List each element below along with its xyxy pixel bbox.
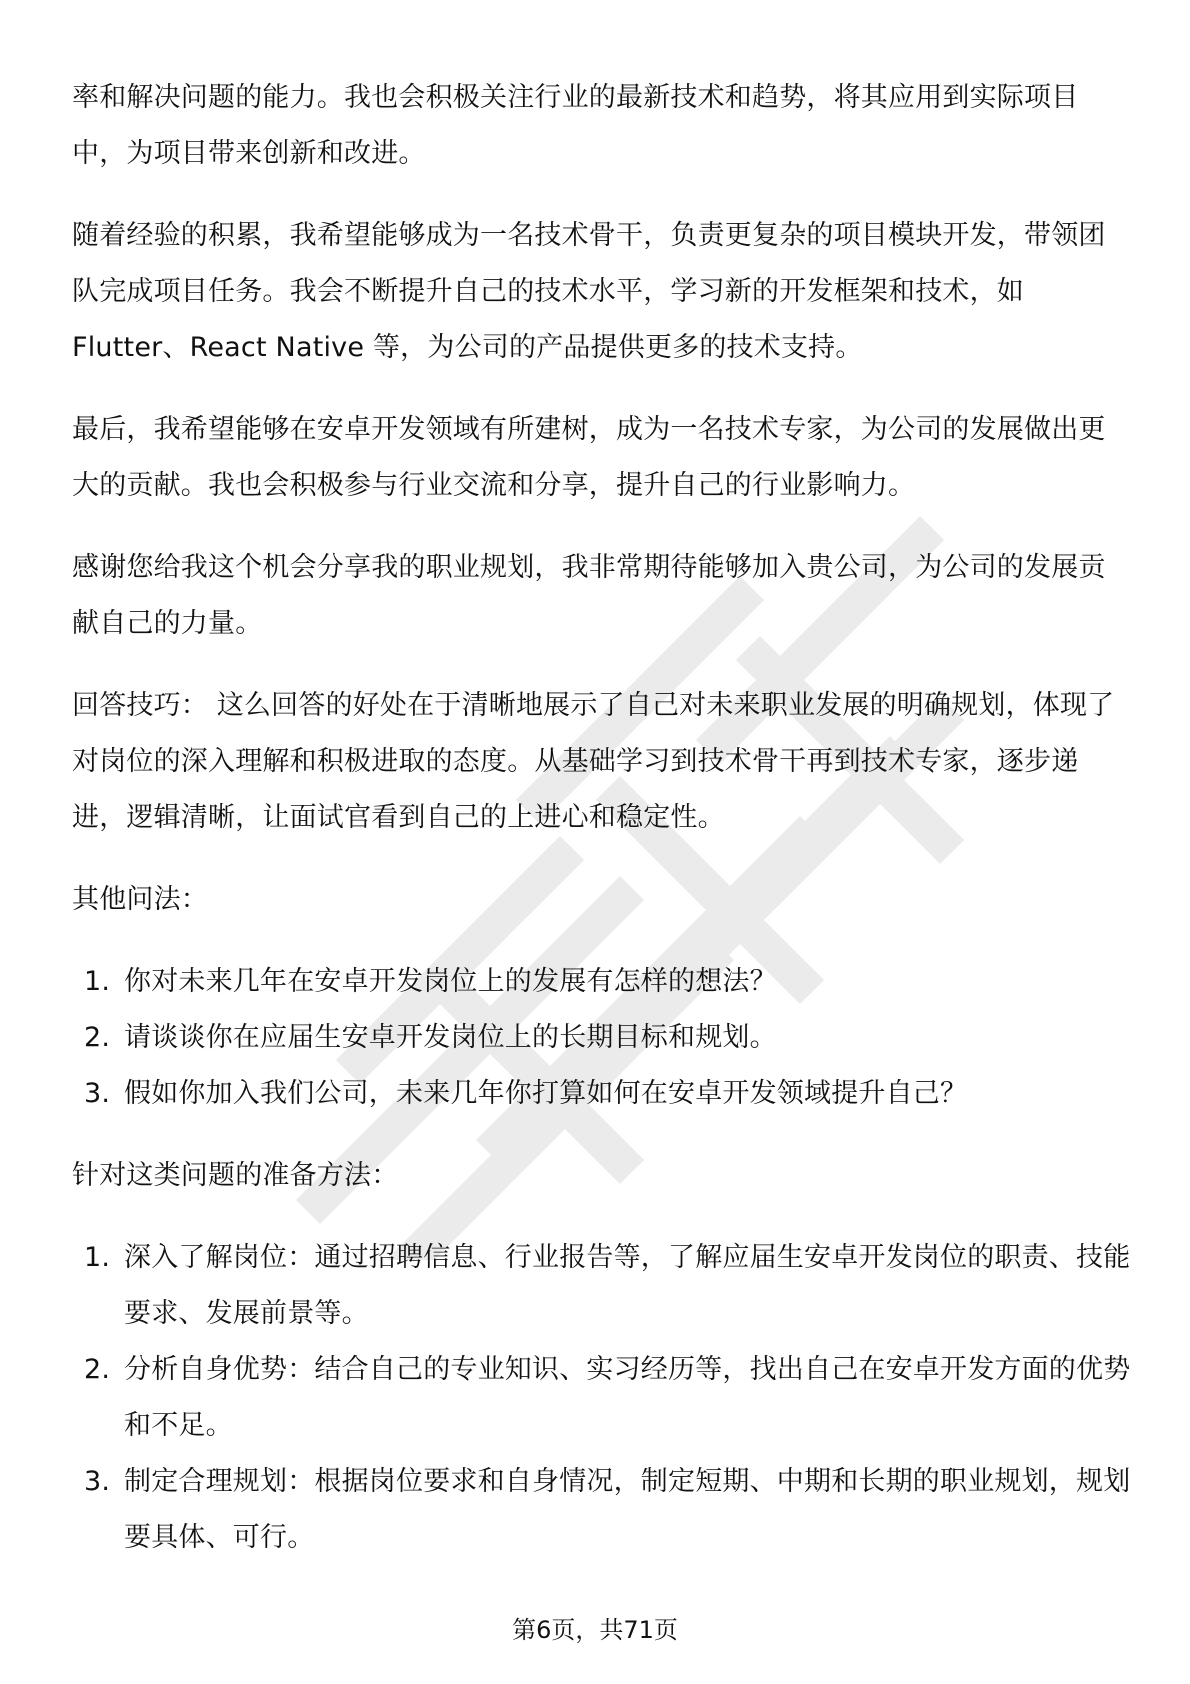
list-item: 2. 分析自身优势：结合自己的专业知识、实习经历等，找出自己在安卓开发方面的优势和不足。	[84, 1354, 1131, 1441]
list-item: 2. 请谈谈你在应届生安卓开发岗位上的长期目标和规划。	[84, 1022, 777, 1053]
paragraph-2: 随着经验的积累，我希望能够成为一名技术骨干，负责更复杂的项目模块开发，带领团队完成项目任务。我会不断提升自己的技术水平，学习新的开发框架和技术，如 Flutter、React Native 等，为公司的产品提供更多的技术支持。	[72, 220, 1106, 363]
paragraph-1: 率和解决问题的能力。我也会积极关注行业的最新技术和趋势，将其应用到实际项目中，为项目带来创新和改进。	[72, 82, 1079, 169]
list-item: 1. 深入了解岗位：通过招聘信息、行业报告等，了解应届生安卓开发岗位的职责、技能要求、发展前景等。	[84, 1242, 1131, 1329]
other-questions-heading: 其他问法：	[72, 884, 208, 915]
prep-methods-list	[72, 1230, 1132, 1566]
page-number-footer: 第6页，共71页	[512, 1616, 678, 1644]
other-questions-list	[72, 954, 1132, 1122]
document-body	[72, 70, 1132, 1592]
prep-methods-heading: 针对这类问题的准备方法：	[72, 1160, 399, 1191]
list-item: 1. 你对未来几年在安卓开发岗位上的发展有怎样的想法？	[84, 966, 777, 997]
paragraph-4: 感谢您给我这个机会分享我的职业规划，我非常期待能够加入贵公司，为公司的发展贡献自己的力量。	[72, 552, 1106, 639]
paragraph-3: 最后，我希望能够在安卓开发领域有所建树，成为一名技术专家，为公司的发展做出更大的贡献。我也会积极参与行业交流和分享，提升自己的行业影响力。	[72, 414, 1106, 501]
list-item: 3. 制定合理规划：根据岗位要求和自身情况，制定短期、中期和长期的职业规划，规划要具体、可行。	[84, 1466, 1131, 1553]
answer-tips-paragraph: 回答技巧： 这么回答的好处在于清晰地展示了自己对未来职业发展的明确规划，体现了对岗位的深入理解和积极进取的态度。从基础学习到技术骨干再到技术专家，逐步递进，逻辑清晰，让面试官看到自己的上进心和稳定性。	[72, 690, 1115, 833]
list-item: 3. 假如你加入我们公司，未来几年你打算如何在安卓开发领域提升自己？	[84, 1078, 968, 1109]
